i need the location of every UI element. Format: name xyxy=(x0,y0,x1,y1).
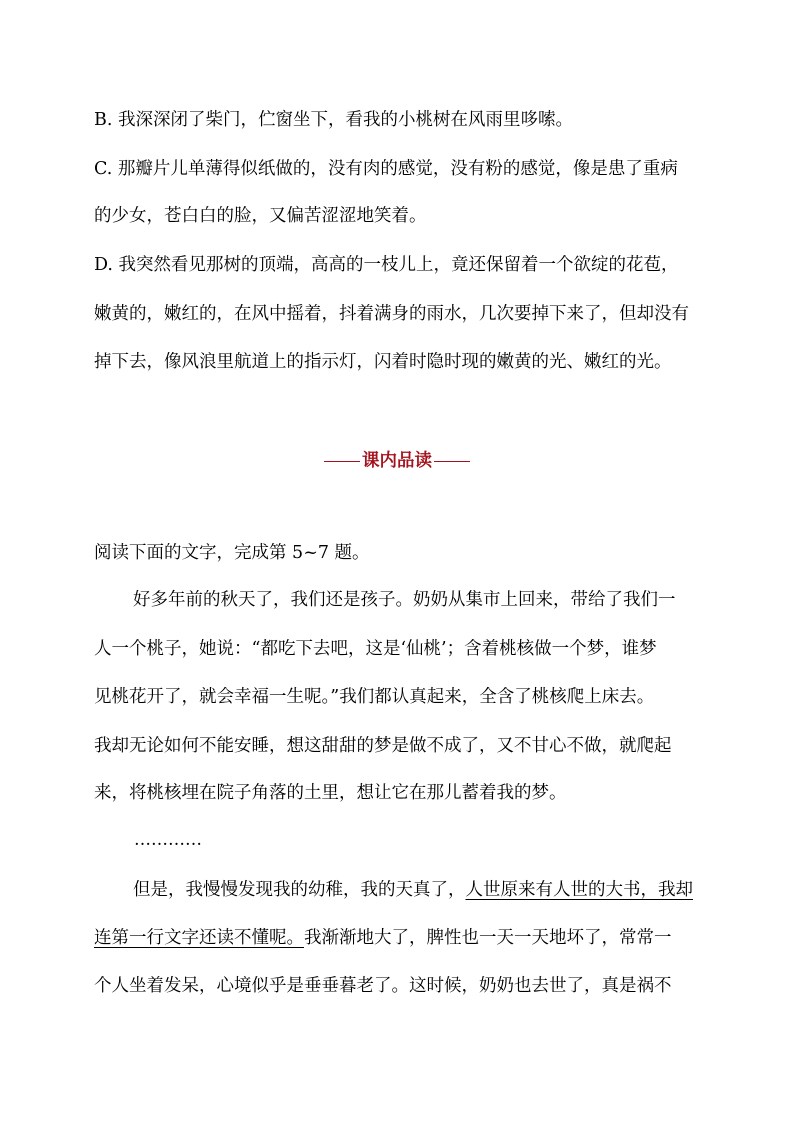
p2-line-1-text: 但是，我慢慢发现我的幼稚，我的天真了， xyxy=(133,880,466,900)
left-rule xyxy=(324,461,360,462)
passage-p1-line-4: 我却无论如何不能安睡，想这甜甜的梦是做不成了，又不甘心不做，就爬起 xyxy=(94,736,672,756)
option-d-line-2: 嫩黄的，嫩红的，在风中摇着，抖着满身的雨水，几次要掉下来了，但却没有 xyxy=(94,304,689,324)
passage-p1-line-1: 好多年前的秋天了，我们还是孩子。奶奶从集市上回来，带给了我们一 xyxy=(133,590,676,610)
ellipsis: ………… xyxy=(134,830,202,850)
passage-p2-line-3: 个人坐着发呆，心境似乎是垂垂暮老了。这时候，奶奶也去世了，真是祸不 xyxy=(94,976,672,996)
option-c-line-1: C. 那瓣片儿单薄得似纸做的，没有肉的感觉，没有粉的感觉，像是患了重病 xyxy=(94,159,678,179)
section-heading xyxy=(0,449,794,473)
right-rule xyxy=(434,461,470,462)
underlined-sentence-part-2: 连第一行文字还读不懂呢。 xyxy=(94,928,304,948)
underlined-sentence-part-1: 人世原来有人世的大书，我却 xyxy=(465,880,693,900)
option-d-line-1: D. 我突然看见那树的顶端，高高的一枝儿上，竟还保留着一个欲绽的花苞， xyxy=(94,255,679,275)
option-b: B. 我深深闭了柴门，伫窗坐下，看我的小桃树在风雨里哆嗦。 xyxy=(94,110,573,130)
passage-p2-line-1 xyxy=(133,878,693,902)
passage-p1-line-3: 见桃花开了，就会幸福一生呢。”我们都认真起来，全含了桃核爬上床去。 xyxy=(94,687,655,707)
passage-p1-line-2: 人一个桃子，她说：“都吃下去吧，这是‘仙桃’；含着桃核做一个梦，谁梦 xyxy=(94,639,657,659)
instruction: 阅读下面的文字，完成第 5~7 题。 xyxy=(94,543,370,563)
p2-line-2-text: 我渐渐地大了，脾性也一天一天地坏了，常常一 xyxy=(304,928,672,948)
option-d-line-3: 掉下去，像风浪里航道上的指示灯，闪着时隐时现的嫩黄的光、嫩红的光。 xyxy=(94,352,672,372)
option-c-line-2: 的少女，苍白白的脸，又偏苦涩涩地笑着。 xyxy=(94,206,427,226)
section-title: 课内品读 xyxy=(362,451,432,471)
passage-p2-line-2 xyxy=(94,926,672,950)
passage-p1-line-5: 来，将桃核埋在院子角落的土里，想让它在那儿蓄着我的梦。 xyxy=(94,783,567,803)
